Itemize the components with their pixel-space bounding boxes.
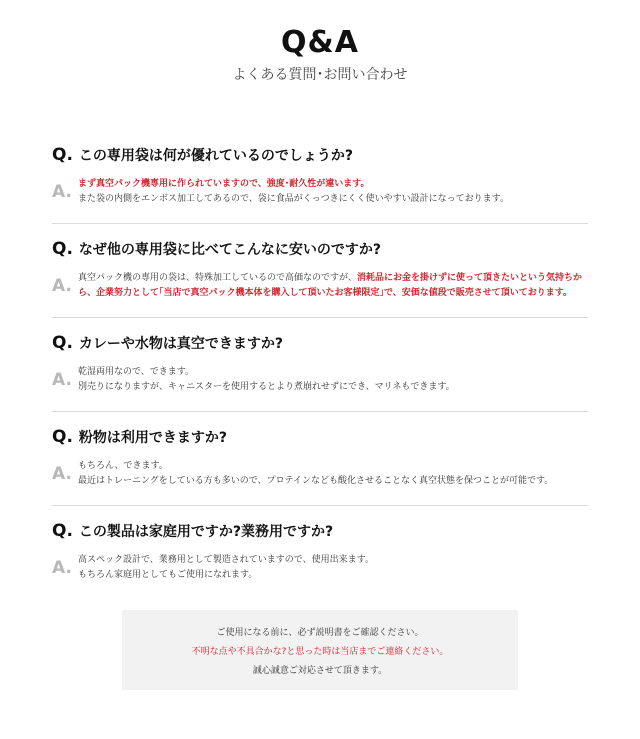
qa-list: [52, 144, 588, 613]
question-mark: Q.: [52, 427, 73, 447]
question-row: [52, 520, 588, 543]
page-subtitle: よくある質問･お問い合わせ: [232, 67, 408, 83]
answer-text: [78, 459, 553, 489]
question-text: この専用袋は何が優れているのでしょうか?: [78, 148, 354, 164]
qa-item: [52, 238, 588, 318]
answer-line: また袋の内側をエンボス加工してあるので、袋に食品がくっつきにくく使いやすい設計になっております。: [77, 194, 509, 204]
question-text: カレーや水物は真空できますか?: [78, 336, 284, 352]
answer-mark: A.: [52, 464, 72, 484]
answer-text: [78, 271, 588, 301]
question-text: この製品は家庭用ですか?業務用ですか?: [78, 524, 334, 540]
answer-highlight: まず真空パック機専用に作られていますので、強度･耐久性が違います。: [77, 179, 370, 189]
answer-line: 乾湿両用なので、できます。: [77, 367, 195, 377]
qa-item: [52, 426, 588, 506]
answer-line: 真空パック機の専用の袋は、特殊加工しているので高価なのですが、: [77, 273, 357, 283]
answer-line: 最近はトレーニングをしている方も多いので、プロテインなども酸化させることなく真空状態を保つことが可能です。: [77, 476, 554, 486]
answer-mark: A.: [52, 276, 72, 296]
notice-line: 誠心誠意ご対応させて頂きます。: [252, 666, 388, 676]
answer-line: 別売りになりますが、キャニスターを使用するとより煮崩れせずにでき、マリネもできます。: [77, 382, 455, 392]
answer-line: もちろん家庭用としてもご使用になれます。: [77, 570, 258, 580]
qa-item: [52, 520, 588, 599]
notice-box: [122, 610, 518, 690]
answer-mark: A.: [52, 370, 72, 390]
notice-highlight: 不明な点や不具合かな?と思った時は当店までご連絡ください。: [191, 647, 449, 657]
answer-row: [52, 365, 588, 395]
question-row: [52, 332, 588, 355]
question-row: [52, 238, 588, 261]
answer-row: [52, 177, 588, 207]
answer-line: 高スペック設計で、業務用として製造されていますので、使用出来ます。: [77, 555, 374, 565]
answer-mark: A.: [52, 558, 72, 578]
question-text: 粉物は利用できますか?: [78, 430, 228, 446]
question-text: なぜ他の専用袋に比べてこんなに安いのですか?: [78, 242, 382, 258]
page-title: Q&A: [281, 25, 359, 60]
answer-mark: A.: [52, 182, 72, 202]
answer-text: [78, 365, 455, 395]
notice-line: ご使用になる前に、必ず説明書をご確認ください。: [216, 628, 424, 638]
question-mark: Q.: [52, 239, 73, 259]
question-mark: Q.: [52, 333, 73, 353]
answer-text: [78, 553, 374, 583]
answer-row: [52, 553, 588, 583]
answer-highlight: 消耗品にお金を掛けずに使って頂きたいという気持ちから、企業努力として｢当店で真空パック機本体を購入して頂いたお客様限定｣で、安価な値段で販売させて頂いております。: [77, 273, 582, 298]
answer-row: [52, 459, 588, 489]
answer-text: [78, 177, 509, 207]
answer-line: もちろん、できます。: [77, 461, 168, 471]
question-mark: Q.: [52, 145, 73, 165]
question-mark: Q.: [52, 521, 73, 541]
answer-row: [52, 271, 588, 301]
question-row: [52, 426, 588, 449]
qa-item: [52, 332, 588, 412]
question-row: [52, 144, 588, 167]
qa-item: [52, 144, 588, 224]
